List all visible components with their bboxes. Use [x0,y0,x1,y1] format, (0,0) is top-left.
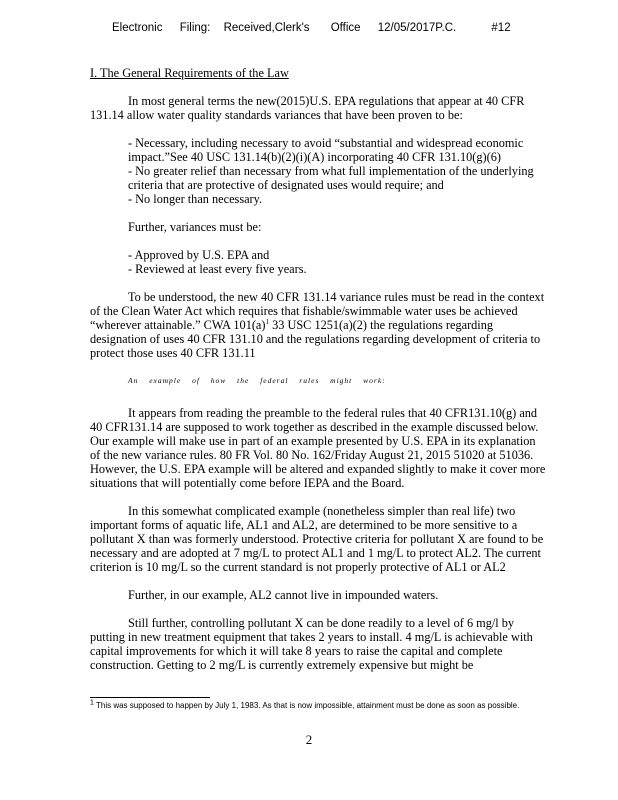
list-item: - Reviewed at least every five years. [128,262,307,276]
paragraph-control: Still further, controlling pollutant X can be done readily to a level of 6 mg/l by putting in new treatment equipment that takes 2 years to install. 4 mg/L is achievable with capital improvements for which it will take 8 years to raise the capital and complete construction. Getting to 2 mg/L is currently extremely expensive but might be [90,616,533,672]
section-title: I. The General Requirements of the Law [90,66,289,80]
footnote-reference: 1 [265,317,269,326]
footnote-text: This was supposed to happen by July 1, 1983. As that is now impossible, attainment must be done as soon as possible. [93,701,520,710]
paragraph-impounded: Further, in our example, AL2 cannot live in impounded waters. [128,588,439,602]
paragraph-example: In this somewhat complicated example (nonetheless simpler than real life) two important forms of aquatic life, AL1 and AL2, are determined to be more sensitive to a pollutant X than was formerly understood. Protective criteria for pollutant X are found to be necessary and are adopted at 7 mg/L to protect AL1 and 1 mg/L to protect AL2. The current criterion is 10 mg/L so the current standard is not properly protective of AL1 or AL2 [90,504,544,574]
header-document-number: #12 [491,22,511,34]
variance-conditions-list [90,248,546,276]
paragraph-further: Further, variances must be: [128,220,262,234]
filing-header [112,22,532,34]
header-office: Office [330,22,361,34]
footnote-number: 1 [90,699,94,707]
header-filing: Filing: [179,22,211,34]
requirements-list [90,136,546,206]
paragraph-intro: In most general terms the new(2015)U.S. EPA regulations that appear at 40 CFR 131.14 allow water quality standards variances that have been proven to be: [90,94,525,122]
page-number: 2 [305,732,313,747]
context-text-part2: 33 USC 1251(a)(2) the regulations regarding designation of uses 40 CFR 131.10 and the regulations regarding development of criteria to protect those uses 40 CFR 131.11 [90,318,541,360]
example-heading: An example of how the federal rules might work: [128,376,386,385]
paragraph-preamble: It appears from reading the preamble to the federal rules that 40 CFR131.10(g) and 40 CFR131.14 are supposed to work together as described in the example discussed below. Our example will make use in part of an example presented by U.S. EPA in its explanation of the new variance rules. 80 FR Vol. 80 No. 162/Friday August 21, 2015 51020 at 51036. However, the U.S. EPA example will be altered and expanded slightly to make it cover more situations that will potentially come before IEPA and the Board. [90,406,546,490]
list-item: - No greater relief than necessary from what full implementation of the underlying criteria that are protective of designated uses would require; and [128,164,534,192]
paragraph-context [90,290,546,360]
header-date: 12/05/2017P.C. [377,22,457,34]
context-text-part1: To be understood, the new 40 CFR 131.14 variance rules must be read in the context of the Clean Water Act which requires that fishable/swimmable water uses be achieved “wherever attainable.” CWA 101(a) [90,290,545,332]
list-item: - Approved by U.S. EPA and [128,248,270,262]
header-received: Received,Clerk's [223,22,310,34]
header-electronic: Electronic [112,22,163,34]
list-item: - Necessary, including necessary to avoid “substantial and widespread economic impact.”See 40 USC 131.14(b)(2)(i)(A) incorporating 40 CFR 131.10(g)(6) [128,136,524,164]
footnote-divider [90,697,210,698]
document-body [90,66,546,686]
list-item: - No longer than necessary. [128,192,263,206]
footnote [90,701,546,711]
